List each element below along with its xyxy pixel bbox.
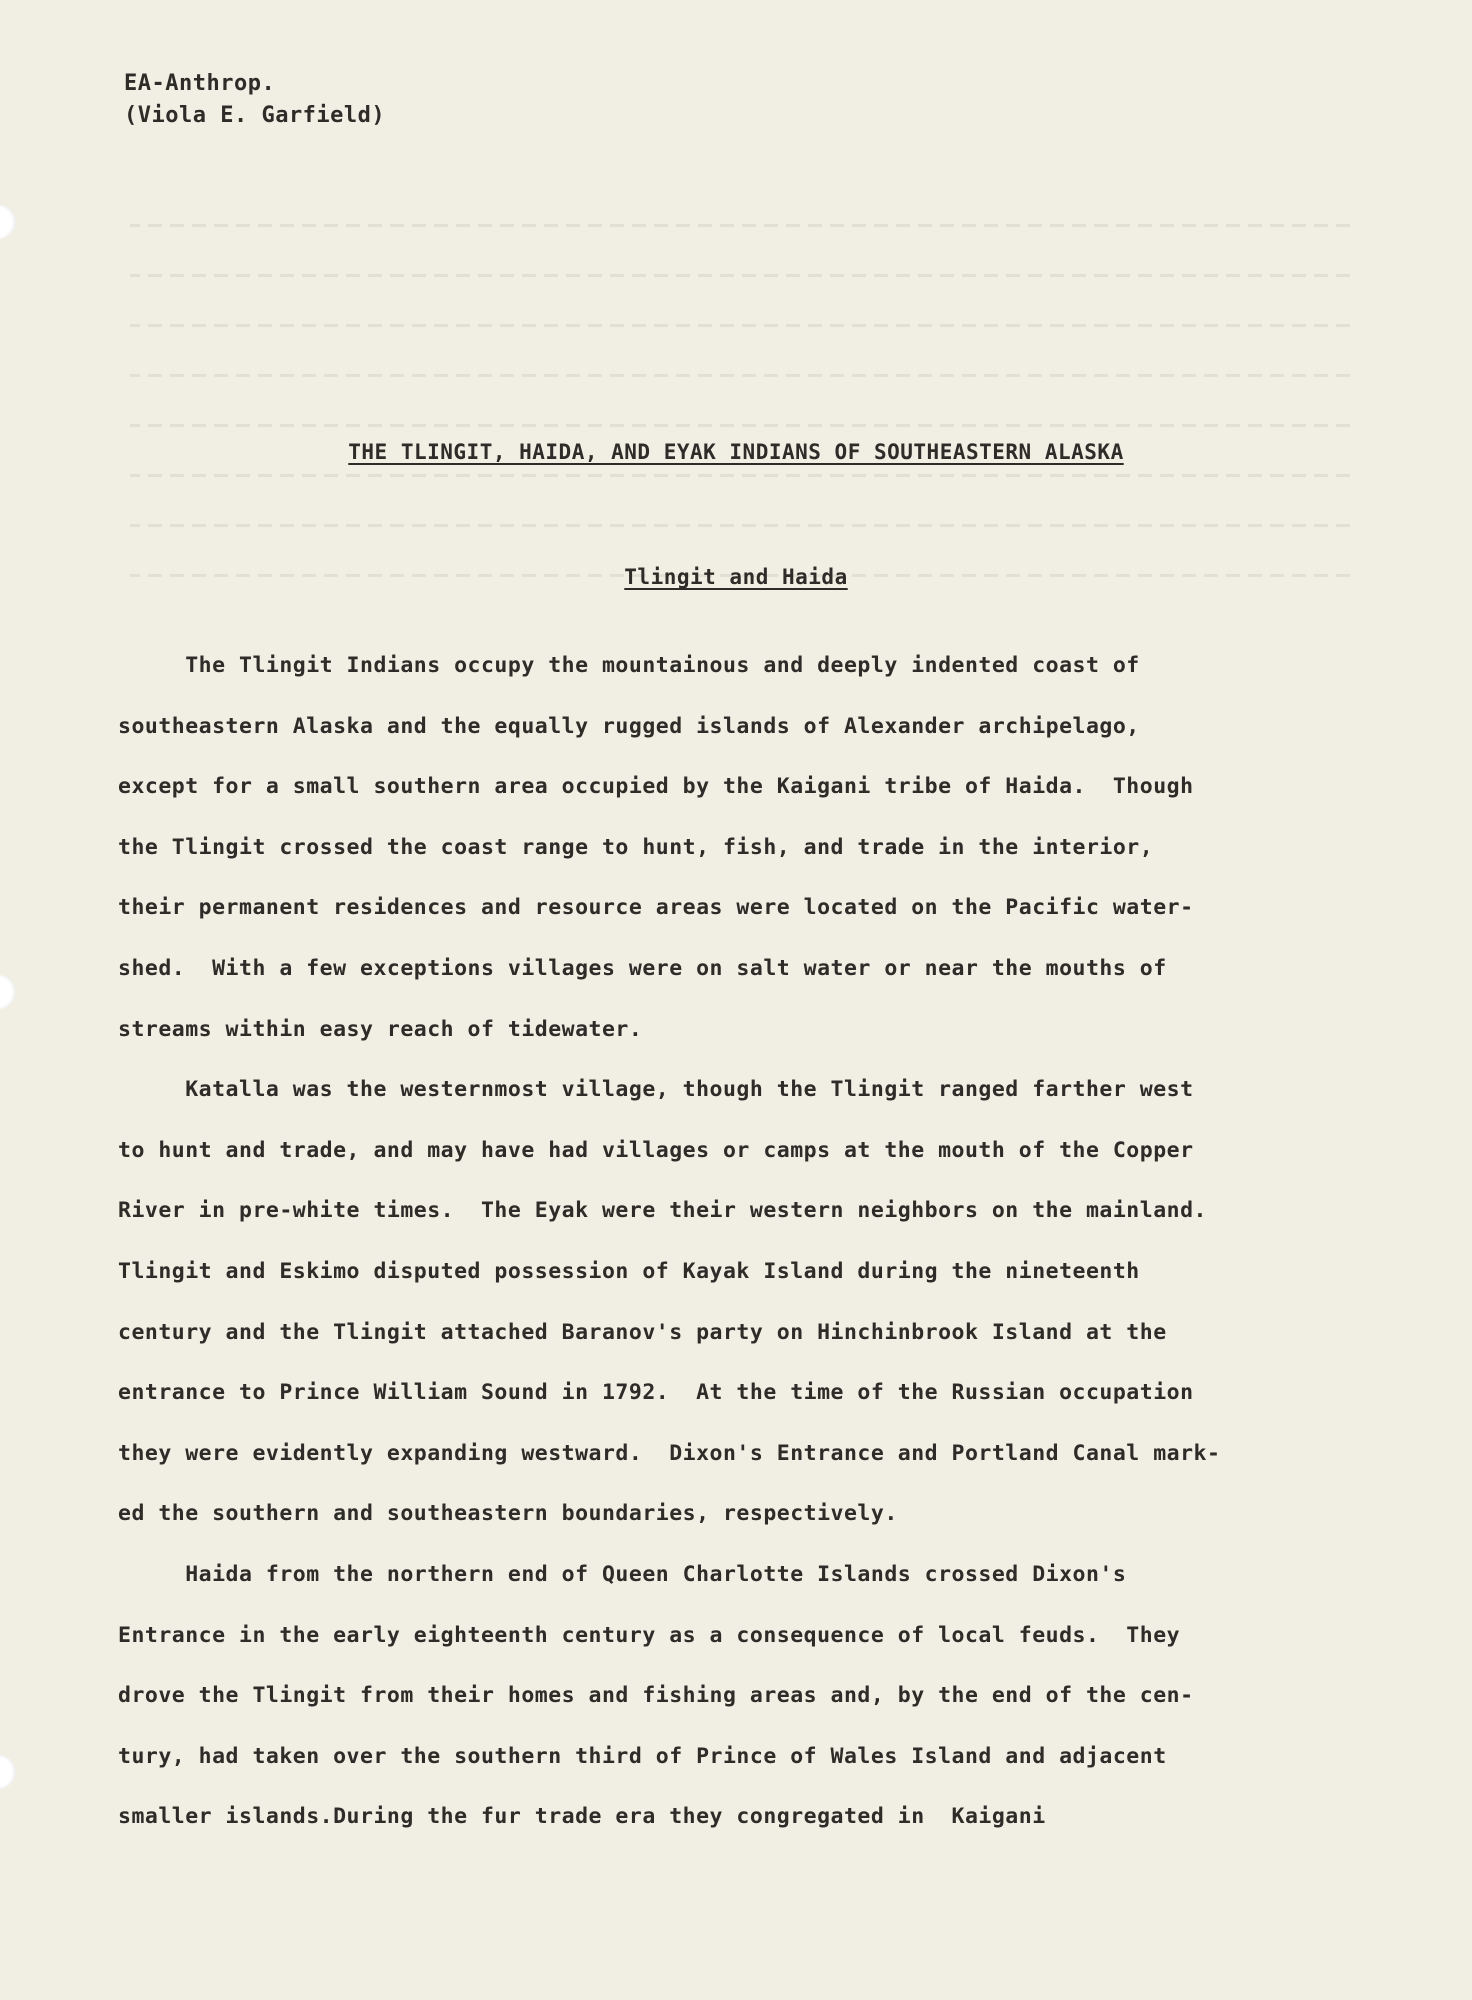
- text-line: smaller islands.During the fur trade era they congregated in Kaigani: [118, 1804, 1046, 1830]
- text-line: ed the southern and southeastern boundaries, respectively.: [118, 1501, 898, 1527]
- text-line: drove the Tlingit from their homes and fishing areas and, by the end of the cen-: [118, 1683, 1194, 1709]
- text-line: The Tlingit Indians occupy the mountainous and deeply indented coast of: [118, 653, 1140, 678]
- header-author: (Viola E. Garfield): [124, 103, 386, 128]
- text-line: they were evidently expanding westward. Dixon's Entrance and Portland Canal mark-: [118, 1440, 1221, 1466]
- text-line: except for a small southern area occupied by the Kaigani tribe of Haida. Though: [118, 774, 1194, 800]
- text-line: entrance to Prince William Sound in 1792. At the time of the Russian occupation: [118, 1380, 1194, 1406]
- text-line: southeastern Alaska and the equally rugged islands of Alexander archipelago,: [118, 713, 1140, 739]
- punch-hole: [0, 1755, 16, 1789]
- text-line: their permanent residences and resource areas were located on the Pacific water-: [118, 895, 1194, 921]
- text-line: River in pre-white times. The Eyak were their western neighbors on the mainland.: [118, 1198, 1207, 1224]
- text-line: shed. With a few exceptions villages were on salt water or near the mouths of: [118, 955, 1167, 981]
- section-heading: Tlingit and Haida: [624, 565, 848, 589]
- punch-hole: [0, 205, 16, 239]
- text-line: streams within easy reach of tidewater.: [118, 1016, 643, 1042]
- text-line: century and the Tlingit attached Baranov's party on Hinchinbrook Island at the: [118, 1319, 1167, 1345]
- text-line: tury, had taken over the southern third of Prince of Wales Island and adjacent: [118, 1743, 1167, 1769]
- document-header: [124, 68, 385, 132]
- text-line: Katalla was the westernmost village, though the Tlingit ranged farther west: [118, 1077, 1194, 1103]
- text-line: to hunt and trade, and may have had villages or camps at the mouth of the Copper: [118, 1137, 1194, 1163]
- bleed-through-texture: [130, 200, 1350, 620]
- text-line: Entrance in the early eighteenth century as a consequence of local feuds. They: [118, 1622, 1181, 1648]
- text-line: Haida from the northern end of Queen Charlotte Islands crossed Dixon's: [118, 1561, 1127, 1587]
- body-text: [118, 648, 1358, 1860]
- header-department: EA-Anthrop.: [124, 71, 276, 96]
- punch-hole: [0, 975, 16, 1009]
- document-title: THE TLINGIT, HAIDA, AND EYAK INDIANS OF SOUTHEASTERN ALASKA: [348, 440, 1124, 464]
- text-line: Tlingit and Eskimo disputed possession of Kayak Island during the nineteenth: [118, 1258, 1140, 1284]
- text-line: the Tlingit crossed the coast range to hunt, fish, and trade in the interior,: [118, 834, 1154, 860]
